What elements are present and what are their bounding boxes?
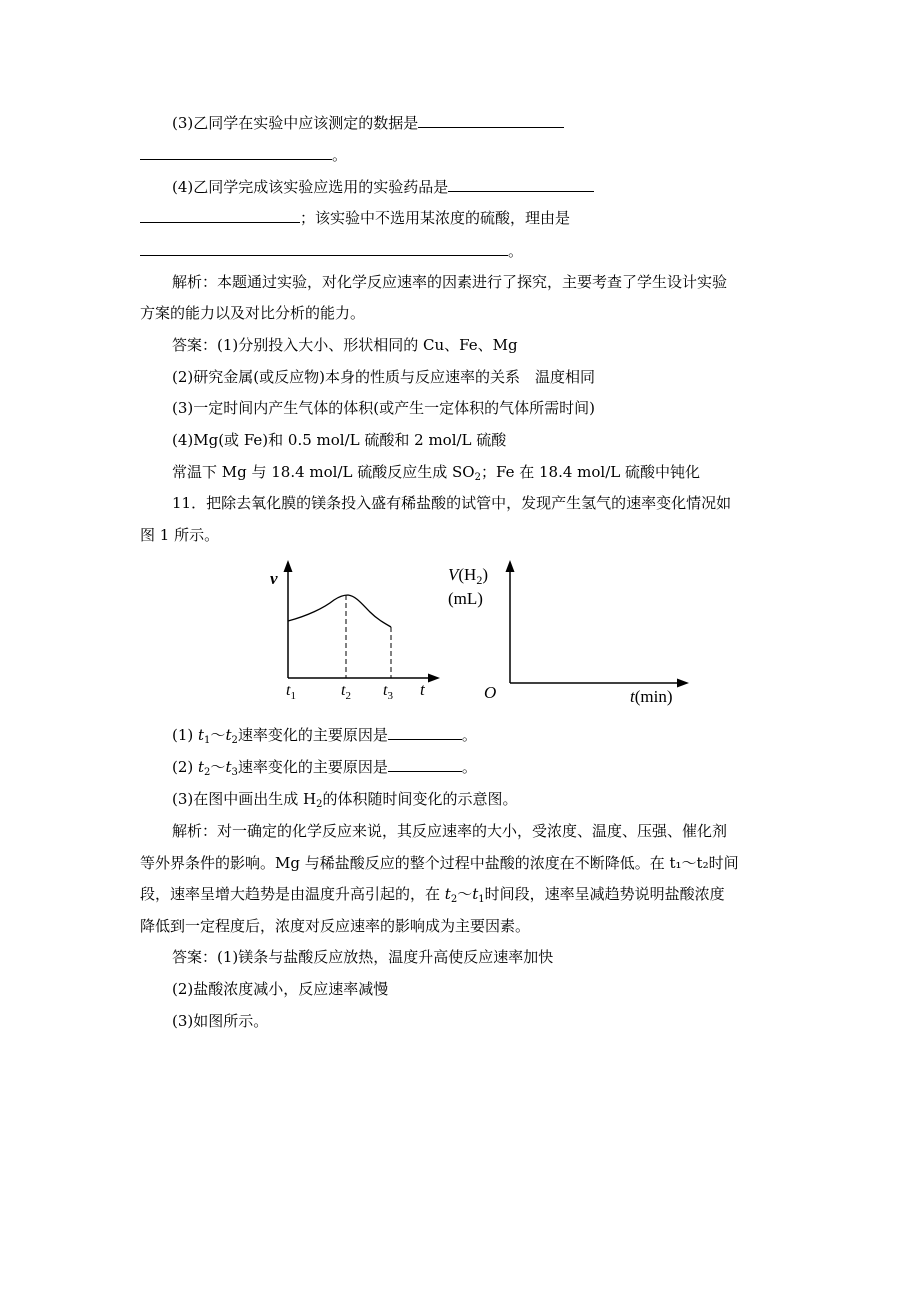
analysis2-line-1: 解析：对一确定的化学反应来说，其反应速率的大小，受浓度、温度、压强、催化剂 <box>172 822 728 840</box>
answer-1: 答案：(1)分别投入大小、形状相同的 Cu、Fe、Mg <box>172 336 518 354</box>
answer-blank <box>140 240 508 256</box>
y-label: $V(H_2)$ <box>448 565 489 587</box>
analysis2-line-4: 降低到一定程度后，浓度对反应速率的影响成为主要因素。 <box>140 917 531 935</box>
question-4-line-3 <box>140 240 523 262</box>
question-3-line <box>172 112 564 134</box>
answer-blank <box>418 112 564 128</box>
analysis-line-1: 解析：本题通过实验，对化学反应速率的因素进行了探究，主要考查了学生设计实验 <box>172 273 728 291</box>
y-label: v <box>270 569 278 588</box>
question-11-2: (2) $t_2\sim t_3$速率变化的主要原因是 。 <box>172 758 477 778</box>
y-unit: (mL) <box>448 589 483 608</box>
answer2-1: 答案：(1)镁条与盐酸反应放热，温度升高使反应速率加快 <box>172 948 554 966</box>
analysis2-line-2: 等外界条件的影响。Mg 与稀盐酸反应的整个过程中盐酸的浓度在不断降低。在 t₁～t₂时间 <box>140 854 739 872</box>
answer-4-reason: 常温下 Mg 与 18.4 mol/L 硫酸反应生成 $SO_2$；Fe 在 18.4 mol/L 硫酸中钝化 <box>172 463 700 483</box>
answer-blank <box>140 207 300 223</box>
answer-4: (4)Mg(或 Fe)和 0.5 mol/L 硫酸和 2 mol/L 硫酸 <box>172 431 507 449</box>
answer-blank <box>448 176 594 192</box>
question-text: (4)乙同学完成该实验应选用的实验药品是 <box>172 178 449 196</box>
answer2-2: (2)盐酸浓度减小，反应速率减慢 <box>172 980 389 998</box>
answer-2: (2)研究金属(或反应物)本身的性质与反应速率的关系 温度相同 <box>172 368 595 386</box>
question-4-line <box>172 176 594 198</box>
answer2-3: (3)如图所示。 <box>172 1012 269 1030</box>
analysis2-line-3: 段，速率呈增大趋势是由温度升高引起的，在 $t_2\sim t_1$时间段，速率呈减趋势说明盐酸浓度 <box>140 885 725 905</box>
answer-3: (3)一定时间内产生气体的体积(或产生一定体积的气体所需时间) <box>172 399 595 417</box>
answer-blank <box>140 144 332 160</box>
t2-label: $t_2$ <box>341 682 351 702</box>
answer-blank <box>388 756 462 772</box>
question-11-line-1: 11．把除去氧化膜的镁条投入盛有稀盐酸的试管中，发现产生氢气的速率变化情况如 <box>172 494 732 512</box>
t1-label: $t_1$ <box>286 682 296 702</box>
question-11-line-2: 图 1 所示。 <box>140 526 220 544</box>
question-11-3: (3)在图中画出生成 $H_2$的体积随时间变化的示意图。 <box>172 790 518 810</box>
x-label: t(min) <box>630 687 673 706</box>
answer-blank <box>388 724 462 740</box>
question-text: ；该实验中不选用某浓度的硫酸，理由是 <box>300 209 571 227</box>
t3-label: $t_3$ <box>383 682 393 702</box>
x-label: t <box>420 680 425 699</box>
rate-curve <box>288 595 391 627</box>
punctuation: 。 <box>332 146 348 164</box>
volume-time-graph <box>448 556 698 714</box>
question-3-line-2 <box>140 144 347 166</box>
punctuation: 。 <box>508 242 524 260</box>
origin-label: O <box>484 683 497 702</box>
question-11-1: (1) $t_1\sim t_2$速率变化的主要原因是 。 <box>172 726 477 746</box>
question-4-line-2 <box>140 207 570 229</box>
analysis-line-2: 方案的能力以及对比分析的能力。 <box>140 304 366 322</box>
question-text: (3)乙同学在实验中应该测定的数据是 <box>172 114 419 132</box>
rate-time-graph <box>262 560 442 710</box>
